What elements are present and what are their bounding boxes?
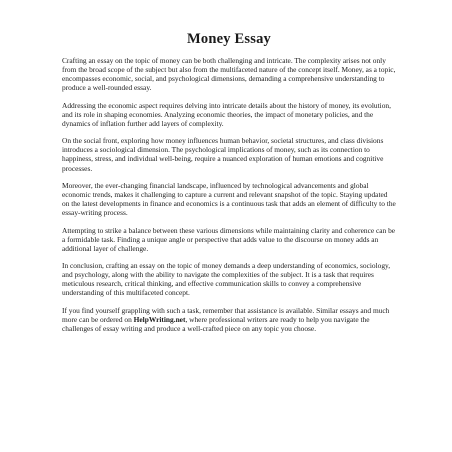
document-page bbox=[62, 30, 396, 341]
paragraph-landscape: Moreover, the ever-changing financial landscape, influenced by technological advancements and global economic trends, makes it challenging to capture a current and relevant snapshot of the topic. Staying updated on the latest developments in finance and economics is a continuous task that adds an element of difficulty to the essay-writing process. bbox=[62, 180, 396, 218]
paragraph-economic: Addressing the economic aspect requires delving into intricate details about the history of money, its evolution, and its role in shaping economies. Analyzing economic theories, the impact of monetary policies, and the dynamics of inflation further add layers of complexity. bbox=[62, 100, 391, 128]
paragraph-intro: Crafting an essay on the topic of money can be both challenging and intricate. The complexity arises not only from the broad scope of the subject but also from the multifaceted nature of the concept itself. Money, as a topic, encompasses economic, social, and psychological dimensions, demanding a comprehensive understanding to produce a well-rounded essay. bbox=[62, 56, 396, 93]
paragraph-conclusion: In conclusion, crafting an essay on the topic of money demands a deep understanding of economics, sociology, and psychology, along with the ability to navigate the complexities of the subject. It is a task that requires meticulous research, critical thinking, and effective communication skills to convey a comprehensive understanding of this multifaceted concept. bbox=[62, 261, 391, 298]
paragraph-closing bbox=[62, 306, 396, 333]
paragraph-balance: Attempting to strike a balance between these various dimensions while maintaining clarity and coherence can be a formidable task. Finding a unique angle or perspective that adds value to the discourse on money adds an additional layer of challenge. bbox=[62, 225, 396, 253]
paragraph-social: On the social front, exploring how money influences human behavior, societal structures, and class divisions introduces a sociological dimension. The psychological implications of money, such as its connection to happiness, stress, and individual well-being, require a nuanced exploration of human emotions and cognitive processes. bbox=[62, 136, 384, 173]
closing-text-before-link: If you find yourself grappling with such a task, remember that assistance is available. Similar essays and much more can be ordered on bbox=[62, 305, 390, 324]
helpwriting-link[interactable]: HelpWriting.net bbox=[133, 314, 186, 324]
document-title: Money Essay bbox=[187, 31, 271, 47]
closing-text-after-link: , where professional writers are ready to help you navigate the challenges of essay writing and produce a well-crafted piece on any topic you choose. bbox=[62, 314, 370, 334]
